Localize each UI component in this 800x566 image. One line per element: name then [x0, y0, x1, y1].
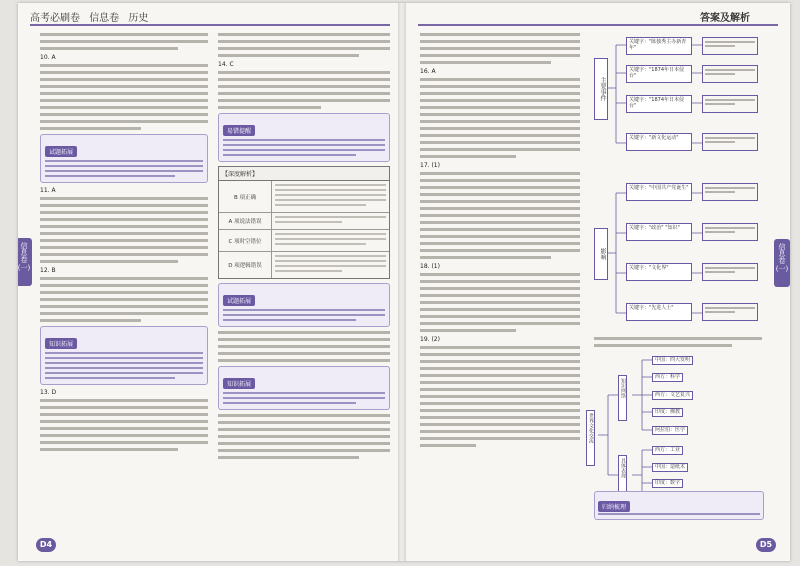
tree-branch: 具体表现: [618, 455, 627, 501]
table-row-label: C 项时空错位: [219, 230, 272, 251]
tree-leaf: 中国：四大发明: [652, 356, 693, 365]
left-side-tab[interactable]: [18, 238, 32, 286]
volume-title: 信息卷: [89, 13, 120, 24]
tree-intro-text: [594, 337, 762, 353]
question-heading: 17. (1): [420, 162, 440, 169]
tree-leaf: 阿拉伯：医学: [652, 426, 688, 435]
callout-badge: 易错提醒: [223, 125, 255, 136]
mindmap-note: [702, 133, 758, 151]
tree-leaf: 中国：造纸术: [652, 463, 688, 472]
callout-box: [40, 326, 208, 385]
tab-sub: (一): [18, 264, 31, 272]
mindmap-item: 关键字："先进人士": [626, 303, 692, 321]
callout-badge: 知识拓展: [223, 378, 255, 389]
left-page: [18, 3, 400, 561]
callout-badge: 归纳梳理: [598, 501, 630, 512]
mindmap-item: 关键字："1874年日本侵台": [626, 95, 692, 113]
mindmap-item: 关键字："1874年日本侵台": [626, 65, 692, 83]
table-caption: 【深度解析】: [219, 167, 389, 181]
tree-leaf: 印度：数字: [652, 479, 683, 488]
callout-badge: 知识拓展: [45, 338, 77, 349]
mindmap-root: 主要事件: [594, 58, 608, 120]
mindmap-note: [702, 223, 758, 241]
mindmap-item: 关键字："文化界": [626, 263, 692, 281]
knowledge-mindmap: [592, 33, 762, 333]
question-heading: 13. D: [40, 389, 57, 396]
table-row: [219, 213, 389, 230]
header-rule: [30, 24, 390, 26]
callout-box: [218, 113, 390, 162]
table-row: [219, 252, 389, 278]
tab-label: 信息卷: [20, 242, 28, 263]
question-heading: 19. (2): [420, 336, 440, 343]
mindmap-item: 关键字："中国共产党诞生": [626, 183, 692, 201]
answer-title: 答案及解析: [700, 13, 750, 24]
callout-box: [218, 366, 390, 410]
tree-leaf: 西方：科学: [652, 373, 683, 382]
right-column-text: [420, 33, 580, 523]
book-spread: [18, 3, 790, 561]
right-side-tab[interactable]: [774, 239, 790, 287]
table-row: [219, 181, 389, 213]
subject-title: 历史: [128, 13, 149, 24]
callout-badge: 试题拓展: [45, 146, 77, 157]
mindmap-note: [702, 303, 758, 321]
mindmap-note: [702, 65, 758, 83]
tree-leaf: 西方：文艺复兴: [652, 391, 693, 400]
question-heading: 16. A: [420, 68, 436, 75]
question-heading: 12. B: [40, 267, 56, 274]
right-page: [404, 3, 790, 561]
callout-badge: 试题拓展: [223, 295, 255, 306]
question-heading: 10. A: [40, 54, 56, 61]
page-number: D5: [756, 538, 776, 552]
question-heading: 14. C: [218, 61, 234, 68]
callout-box: [594, 491, 764, 520]
question-heading: 18. (1): [420, 263, 440, 270]
tab-sub: (一): [775, 265, 789, 273]
series-title: 高考必刷卷: [30, 13, 80, 24]
table-row-label: B 项正确: [219, 181, 272, 212]
question-heading: 11. A: [40, 187, 56, 194]
tree-root: 世界文化交流: [586, 410, 595, 466]
mindmap-note: [702, 37, 758, 55]
table-row-label: A 项说法错误: [219, 213, 272, 229]
callout-box: [40, 134, 208, 183]
mindmap-item: 关键字："陈独秀主办新青年": [626, 37, 692, 55]
table-row-label: D 项逻辑错误: [219, 252, 272, 278]
tree-leaf: 印度：佛教: [652, 408, 683, 417]
analysis-table: [218, 166, 390, 279]
left-column-a: [40, 33, 208, 523]
mindmap-note: [702, 183, 758, 201]
mindmap-note: [702, 95, 758, 113]
header-rule: [418, 24, 778, 26]
tree-branch: 知识网络: [618, 375, 627, 421]
mindmap-item: 关键字："政治" "知识": [626, 223, 692, 241]
tree-leaf: 西方：工业: [652, 446, 683, 455]
mindmap-root: 影响: [594, 228, 608, 280]
page-number: D4: [36, 538, 56, 552]
table-row: [219, 230, 389, 252]
tab-label: 信息卷: [778, 243, 786, 264]
mindmap-item: 关键字："新文化运动": [626, 133, 692, 151]
left-column-b: [218, 33, 390, 523]
left-header: [30, 9, 148, 24]
mindmap-note: [702, 263, 758, 281]
callout-box: [218, 283, 390, 327]
right-callouts: [594, 491, 764, 531]
